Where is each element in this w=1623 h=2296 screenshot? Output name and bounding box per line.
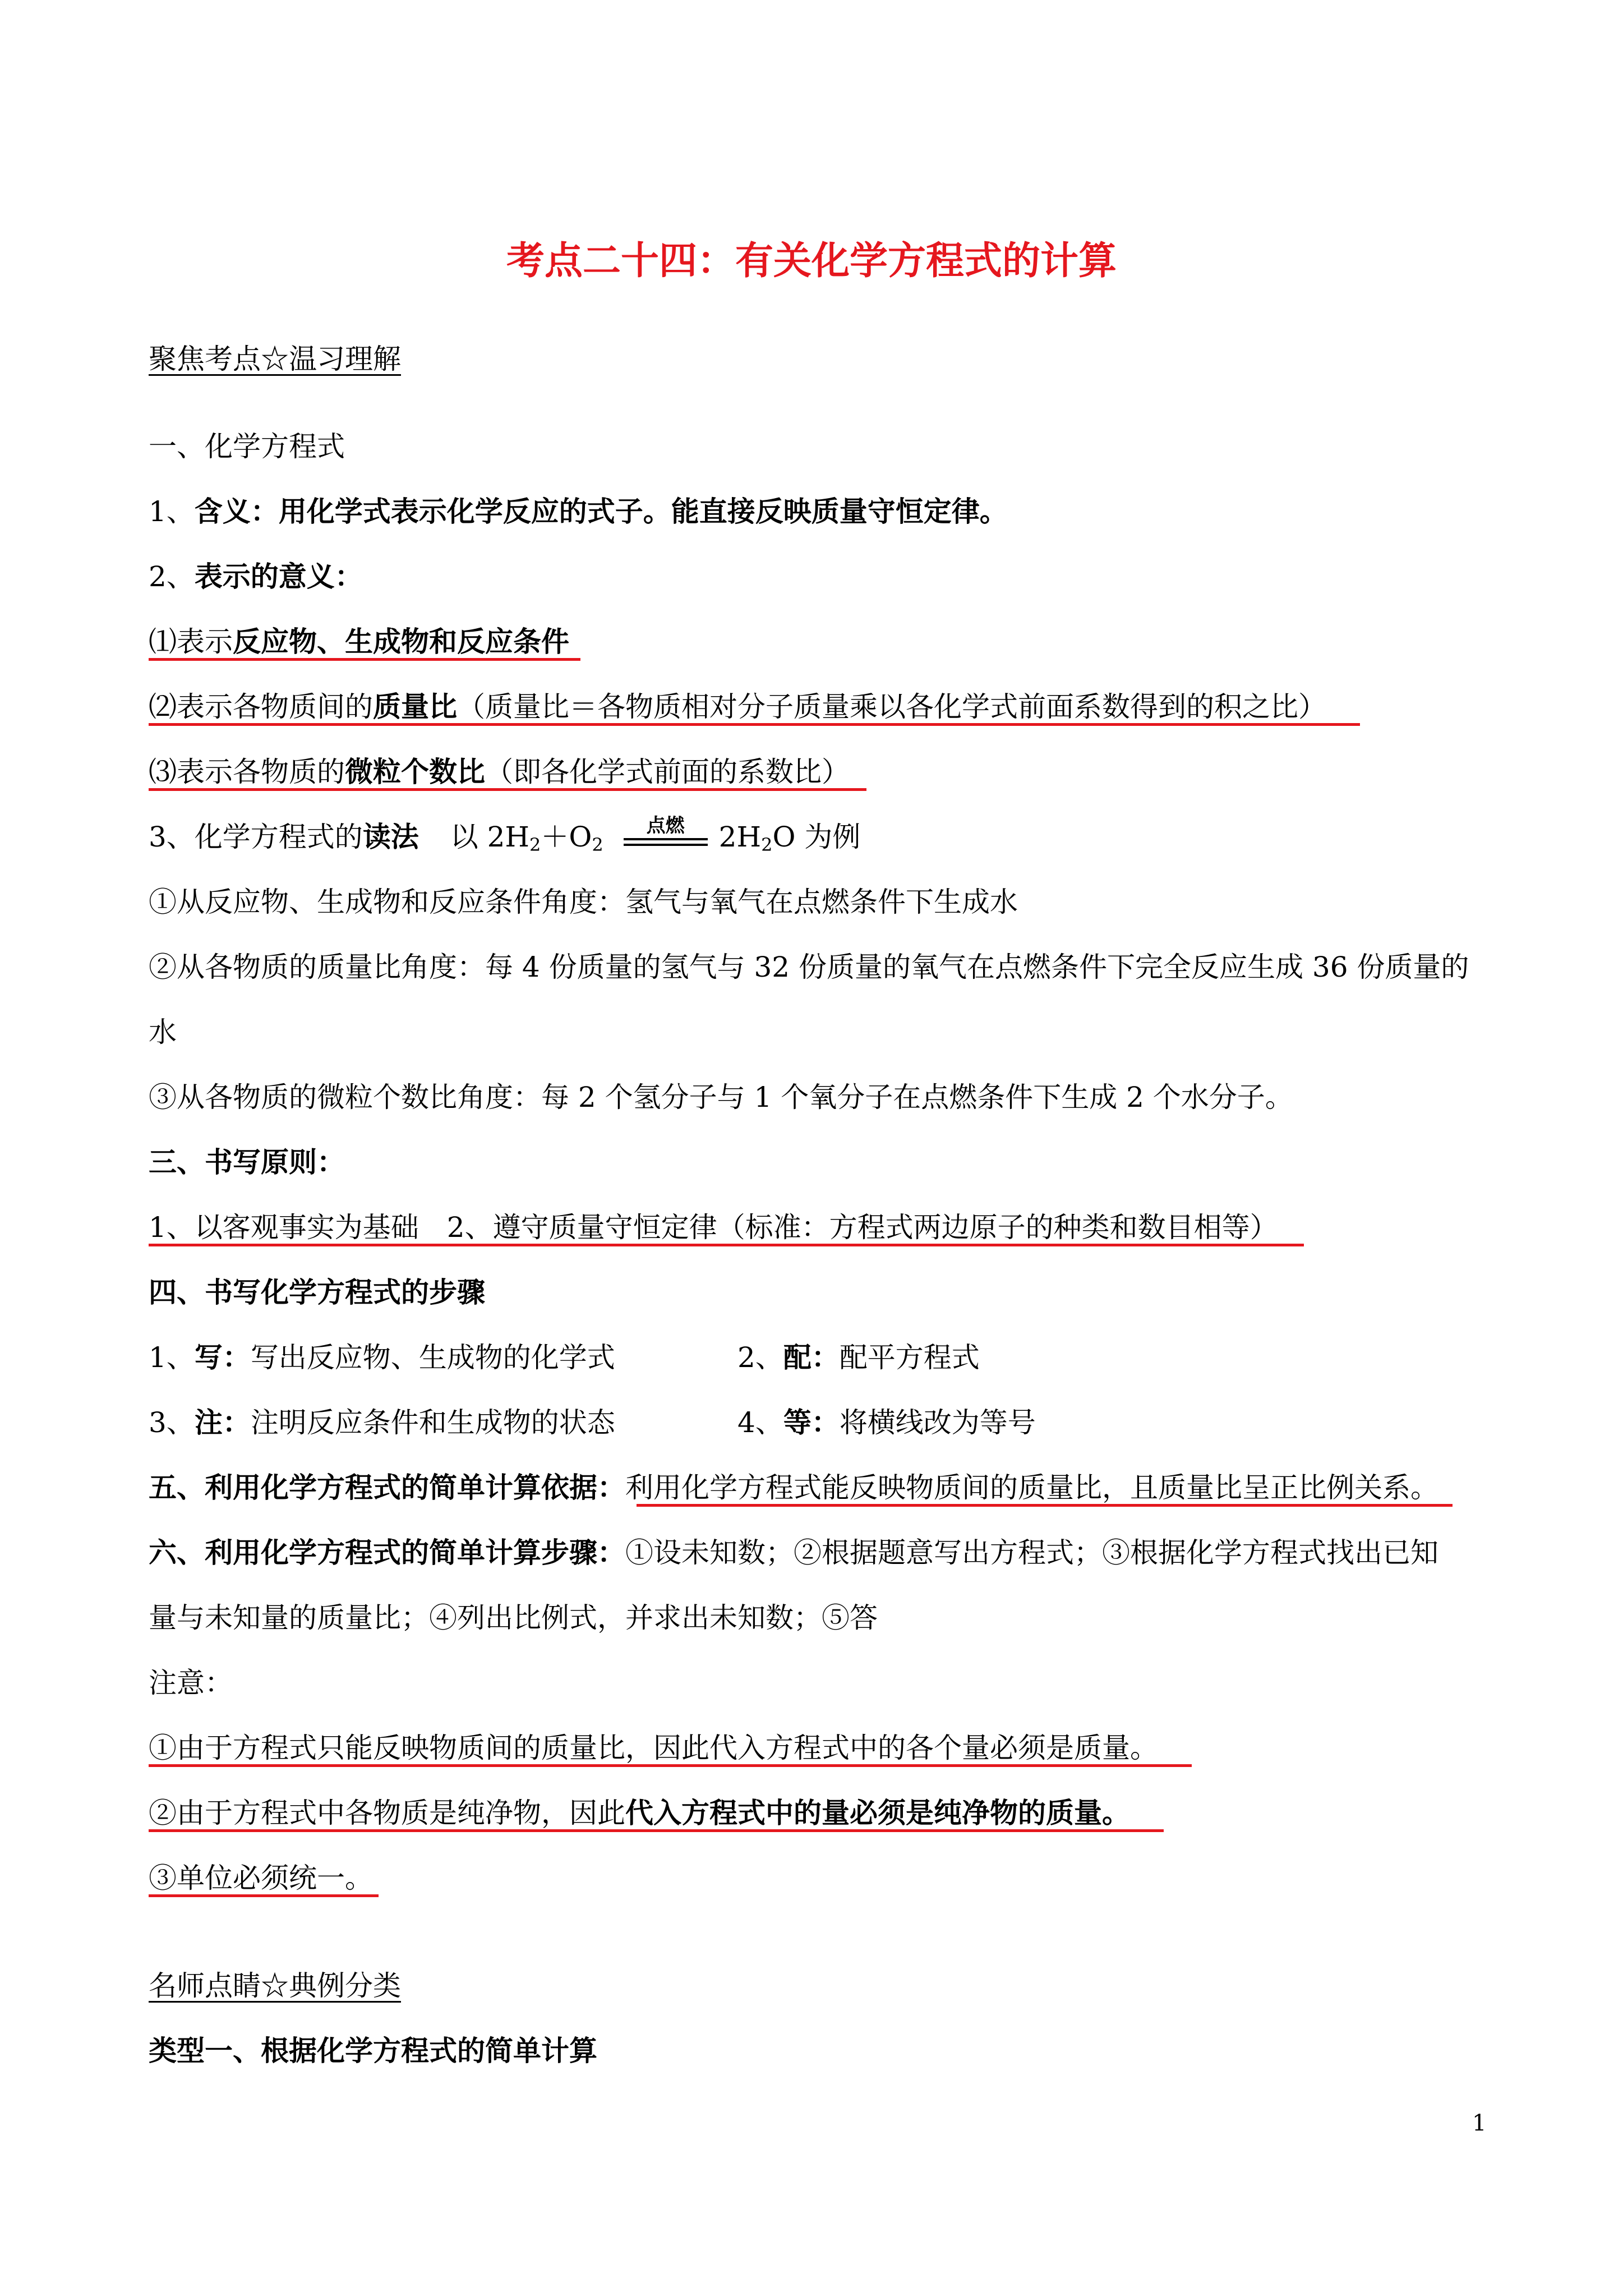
red-underline-5 xyxy=(637,1504,1453,1507)
note-2-prefix: ②由于方程式中各物质是纯净物，因此 xyxy=(149,1797,625,1829)
section-examples-heading: 名师点睛☆典例分类 xyxy=(149,1970,401,2002)
meaning-num: 2、 xyxy=(149,560,195,593)
h2o-subscript: 2 xyxy=(761,834,773,855)
note-2 xyxy=(149,1796,1130,1830)
note-label: 注意： xyxy=(149,1667,233,1699)
equation-arrow xyxy=(624,815,708,854)
meaning-item-3 xyxy=(149,755,850,789)
meaning-item-1 xyxy=(149,625,569,659)
reading-2b: 水 xyxy=(149,1016,177,1048)
section-4-heading: 四、书写化学方程式的步骤 xyxy=(149,1276,485,1309)
section-5-end: 。 xyxy=(1410,1471,1438,1504)
step-1-key: 写： xyxy=(194,1341,251,1374)
red-underline-1 xyxy=(149,658,580,661)
type-1-heading: 类型一、根据化学方程式的简单计算 xyxy=(149,2034,597,2067)
step-3 xyxy=(149,1406,615,1439)
meaning-item-1-bold: 反应物、生成物和反应条件 xyxy=(233,625,569,658)
red-underline-6 xyxy=(149,1764,1192,1767)
step-4-key: 等： xyxy=(783,1406,840,1439)
section-review-heading: 聚焦考点☆温习理解 xyxy=(149,343,401,375)
red-underline-2 xyxy=(149,723,1360,726)
section-3-text: 1、以客观事实为基础 2、遵守质量守恒定律（标准：方程式两边原子的种类和数目相等） xyxy=(149,1211,1278,1244)
step-1-num: 1、 xyxy=(149,1341,195,1374)
meaning-item-3-bold: 微粒个数比 xyxy=(345,755,485,788)
step-2-text: 配平方程式 xyxy=(839,1341,980,1374)
condition-label: 点燃 xyxy=(646,815,685,837)
note-3: ③单位必须统一。 xyxy=(149,1862,373,1894)
step-3-text: 注明反应条件和生成物的状态 xyxy=(250,1406,615,1439)
step-4-num: 4、 xyxy=(737,1406,783,1439)
definition-num: 1、 xyxy=(149,495,195,528)
red-underline-3 xyxy=(149,788,866,791)
meaning-item-2 xyxy=(149,690,1326,724)
step-3-key: 注： xyxy=(194,1406,251,1439)
section-6-text-a: ①设未知数；②根据题意写出方程式；③根据化学方程式找出已知 xyxy=(625,1536,1438,1569)
red-underline-7 xyxy=(149,1829,1164,1832)
section-6-bold: 六、利用化学方程式的简单计算步骤： xyxy=(149,1536,625,1569)
reading-product-o: O 为例 xyxy=(772,821,861,853)
reading-2a: ②从各物质的质量比角度：每 4 份质量的氢气与 32 份质量的氧气在点燃条件下完全反应生成 36 份质量的 xyxy=(149,951,1469,983)
section-3-heading: 三、书写原则： xyxy=(149,1145,345,1179)
section-5-text: 利用化学方程式能反映物质间的质量比，且质量比呈正比例关系 xyxy=(625,1471,1410,1504)
note-2-bold: 代入方程式中的量必须是纯净物的质量。 xyxy=(625,1796,1130,1829)
definition-text: 含义：用化学式表示化学反应的式子。能直接反映质量守恒定律。 xyxy=(194,495,1008,528)
reading-product: 2H xyxy=(718,821,762,853)
meaning-item-3-rest: （即各化学式前面的系数比） xyxy=(485,756,850,788)
reading-3: ③从各物质的微粒个数比角度：每 2 个氢分子与 1 个氧分子在点燃条件下生成 2 个水分子。 xyxy=(149,1081,1293,1114)
step-1-text: 写出反应物、生成物的化学式 xyxy=(250,1341,615,1374)
section-1-heading: 一、化学方程式 xyxy=(149,430,345,463)
note-1: ①由于方程式只能反映物质间的质量比，因此代入方程式中的各个量必须是质量。 xyxy=(149,1732,1158,1764)
reading-line xyxy=(149,815,861,855)
meaning-item-1-prefix: ⑴表示 xyxy=(149,625,233,658)
definition-line xyxy=(149,495,1008,528)
section-6-line-2: 量与未知量的质量比；④列出比例式，并求出未知数；⑤答 xyxy=(149,1602,878,1634)
meaning-item-2-rest: （质量比＝各物质相对分子质量乘以各化学式前面系数得到的积之比） xyxy=(457,691,1326,723)
page-number: 1 xyxy=(1472,2110,1487,2136)
o2-subscript: 2 xyxy=(592,834,603,855)
reading-bold: 读法 xyxy=(362,820,419,853)
reading-1: ①从反应物、生成物和反应条件角度：氢气与氧气在点燃条件下生成水 xyxy=(149,886,1018,918)
reading-prefix: 3、化学方程式的 xyxy=(149,821,363,853)
step-4-text: 将横线改为等号 xyxy=(839,1406,1036,1439)
step-2-num: 2、 xyxy=(737,1341,783,1374)
meaning-item-3-prefix: ⑶表示各物质的 xyxy=(149,756,345,788)
step-2 xyxy=(737,1341,980,1374)
reading-example: 以 2H xyxy=(450,821,530,853)
reading-plus-o: ＋O xyxy=(541,821,592,853)
red-underline-4 xyxy=(149,1244,1304,1246)
section-5 xyxy=(149,1471,1438,1504)
red-underline-8 xyxy=(149,1894,379,1897)
meaning-line xyxy=(149,560,363,593)
meaning-text: 表示的意义： xyxy=(194,560,363,593)
h2-subscript: 2 xyxy=(529,834,541,855)
meaning-item-2-bold: 质量比 xyxy=(373,690,457,723)
step-1 xyxy=(149,1341,615,1374)
meaning-item-2-prefix: ⑵表示各物质间的 xyxy=(149,691,373,723)
section-6-line-1 xyxy=(149,1536,1438,1570)
section-5-bold: 五、利用化学方程式的简单计算依据： xyxy=(149,1471,625,1504)
page-title: 考点二十四：有关化学方程式的计算 xyxy=(506,238,1117,283)
step-4 xyxy=(737,1406,1036,1439)
step-2-key: 配： xyxy=(783,1341,840,1374)
step-3-num: 3、 xyxy=(149,1406,195,1439)
